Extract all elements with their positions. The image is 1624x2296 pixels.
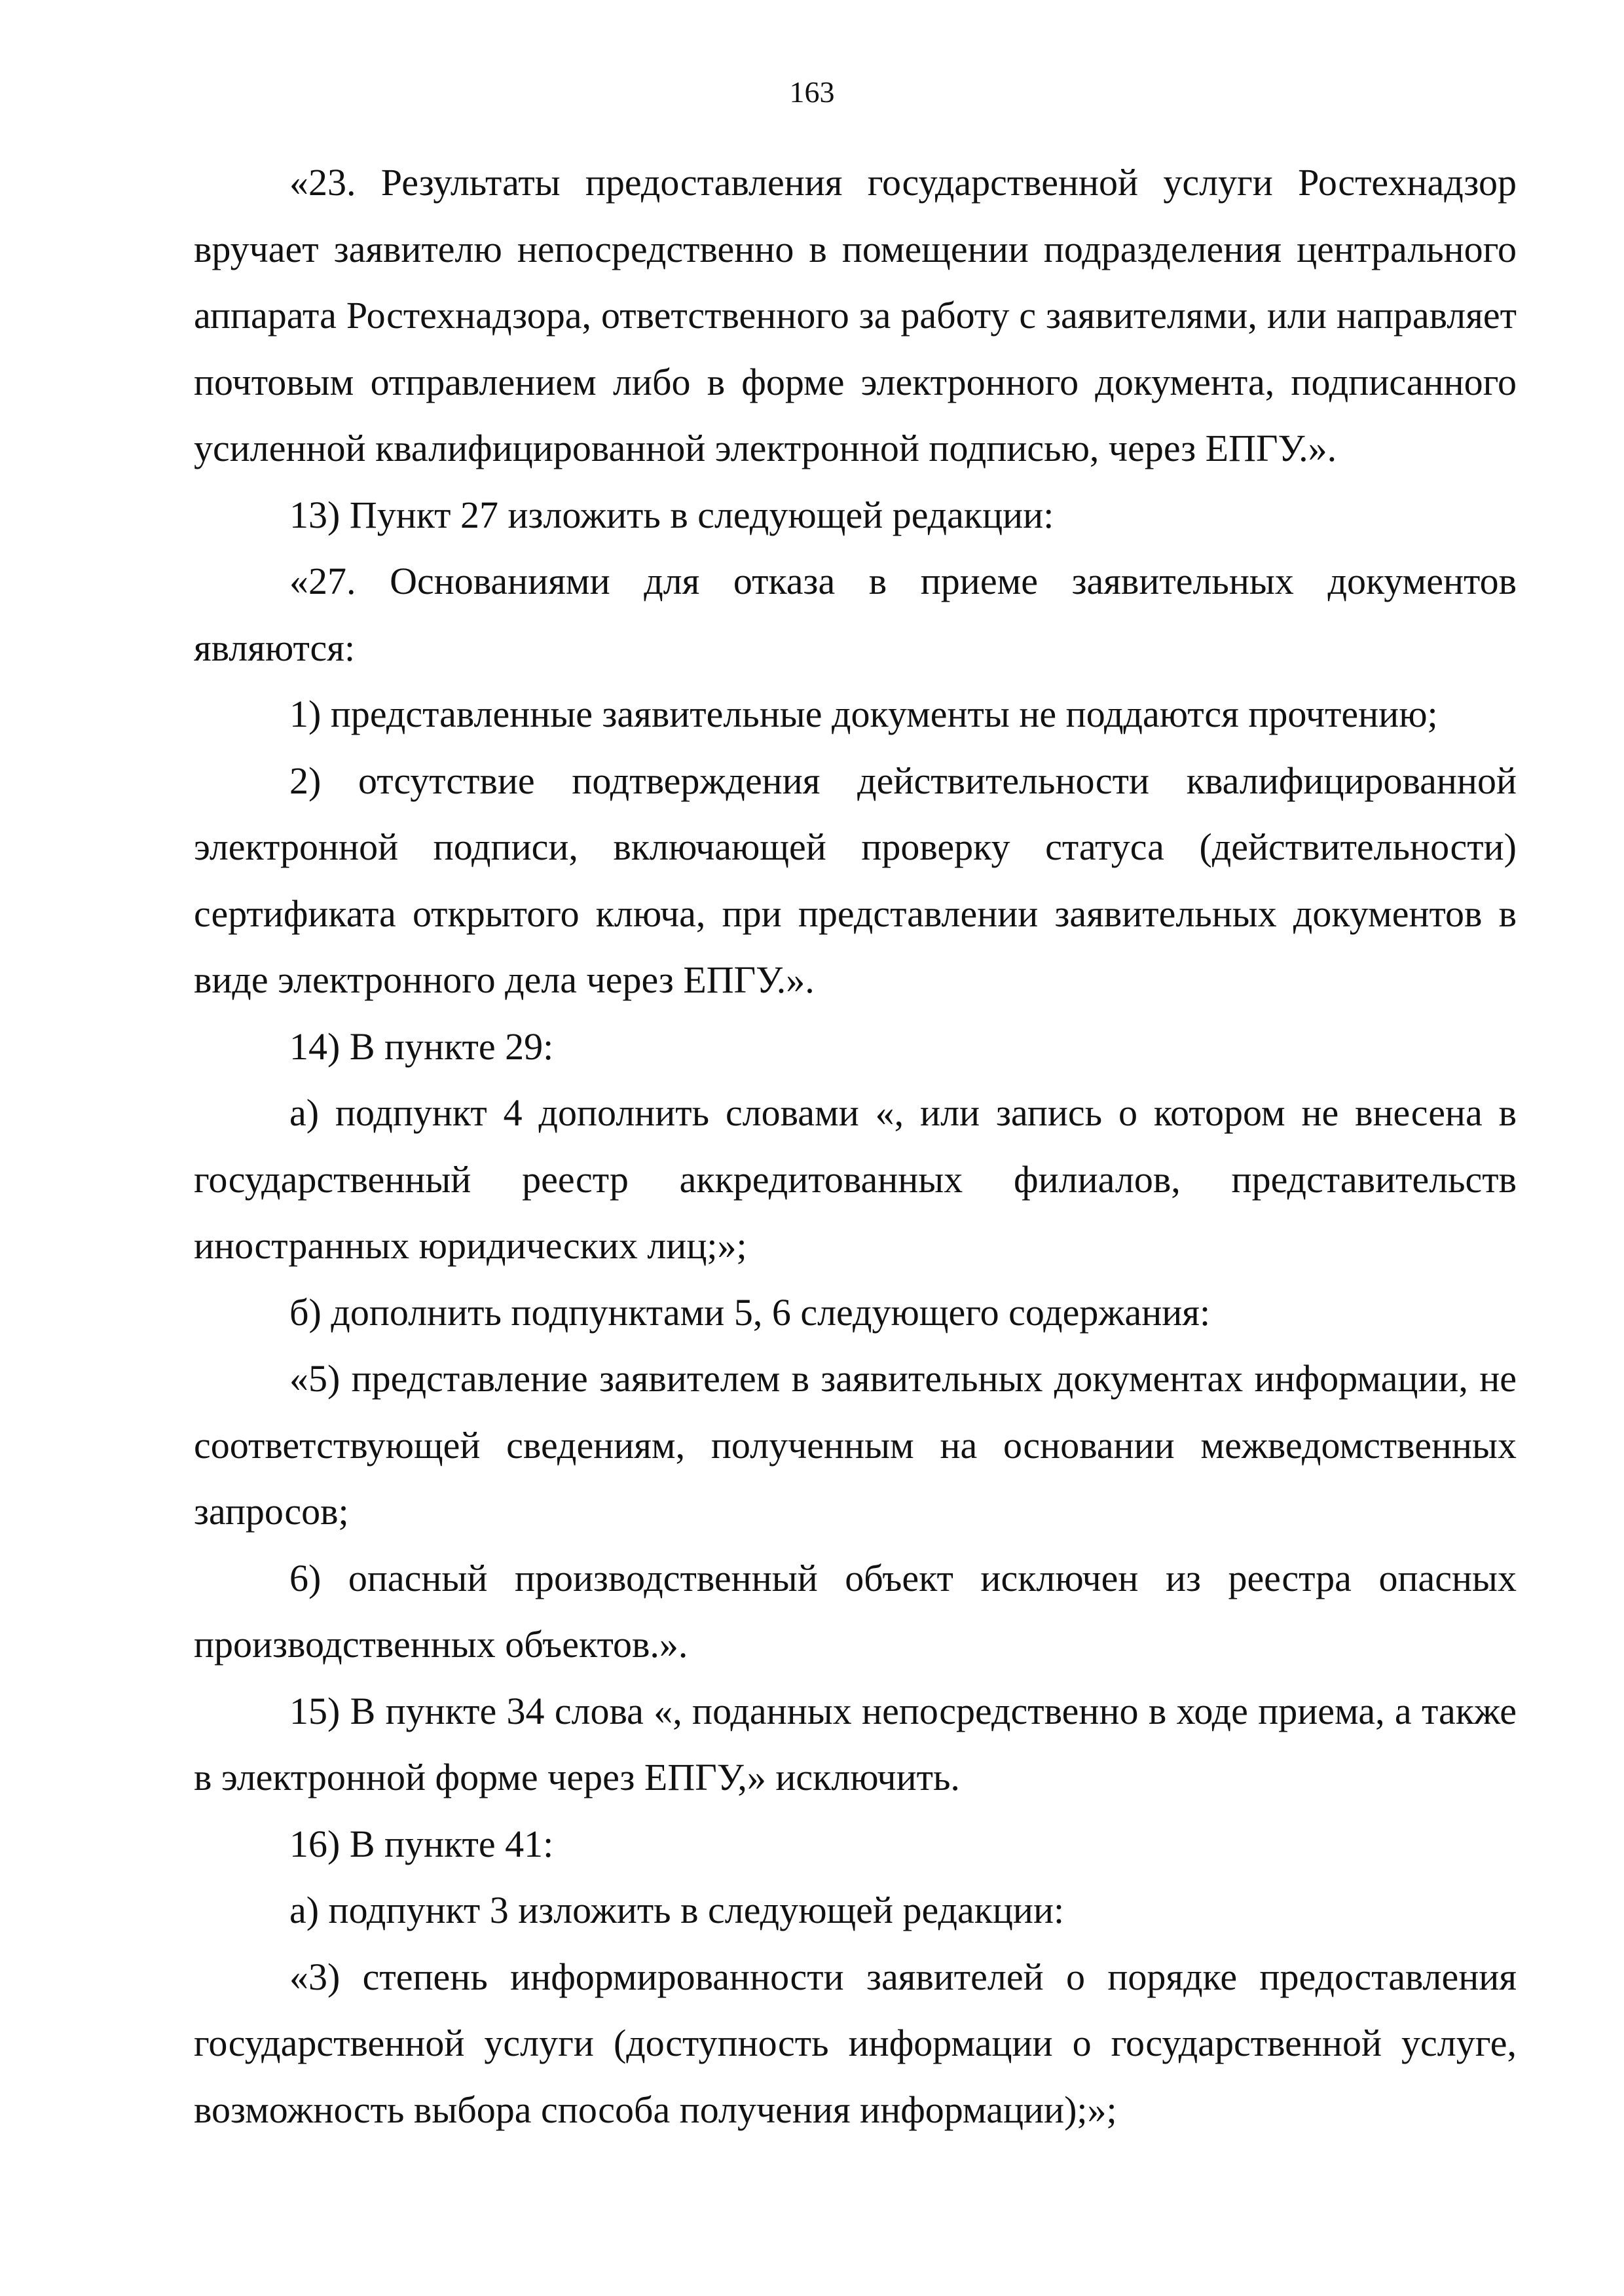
paragraph-amendment-16a: а) подпункт 3 изложить в следующей редакции: [289, 1889, 1065, 1931]
paragraph-item-41-3: «3) степень информированности заявителей о порядке предоставления государственной услуги (доступность информации о государственной услуге, возможность выбора способа получения информации);»; [194, 1955, 1517, 2131]
paragraph-item-29-6: 6) опасный производственный объект исключен из реестра опасных производственных объектов.». [194, 1556, 1517, 1666]
paragraph-amendment-14a: а) подпункт 4 дополнить словами «, или запись о котором не внесена в государственный реестр аккредитованных филиалов, представительств иностранных юридических лиц;»; [194, 1091, 1517, 1267]
paragraph-item-27-1: 1) представленные заявительные документы не поддаются прочтению; [289, 693, 1438, 735]
paragraph-item-29-5: «5) представление заявителем в заявительных документах информации, не соответствующей сведениям, полученным на основании межведомственных запросов; [194, 1357, 1517, 1533]
paragraph-amendment-13: 13) Пункт 27 изложить в следующей редакции: [289, 493, 1054, 536]
paragraph-item-23: «23. Результаты предоставления государственной услуги Ростехнадзор вручает заявителю непосредственно в помещении подразделения центрального аппарата Ростехнадзора, ответственного за работу с заявителями, или направляет почтовым отправлением либо в форме электронного документа, подписанного усиленной квалифицированной электронной подписью, через ЕПГУ.». [194, 161, 1517, 469]
paragraph-amendment-14b: б) дополнить подпунктами 5, 6 следующего содержания: [289, 1290, 1211, 1334]
page-number: 163 [789, 75, 835, 109]
document-body [194, 149, 1517, 2143]
paragraph-item-27: «27. Основаниями для отказа в приеме заявительных документов являются: [194, 560, 1517, 669]
paragraph-item-27-2: 2) отсутствие подтверждения действительности квалифицированной электронной подписи, включающей проверку статуса (действительности) сертификата открытого ключа, при представлении заявительных документов в виде электронного дела через ЕПГУ.». [194, 759, 1517, 1001]
paragraph-amendment-14: 14) В пункте 29: [289, 1025, 554, 1068]
paragraph-amendment-15: 15) В пункте 34 слова «, поданных непосредственно в ходе приема, а также в электронной форме через ЕПГУ,» исключить. [194, 1689, 1517, 1798]
paragraph-amendment-16: 16) В пункте 41: [289, 1822, 554, 1865]
